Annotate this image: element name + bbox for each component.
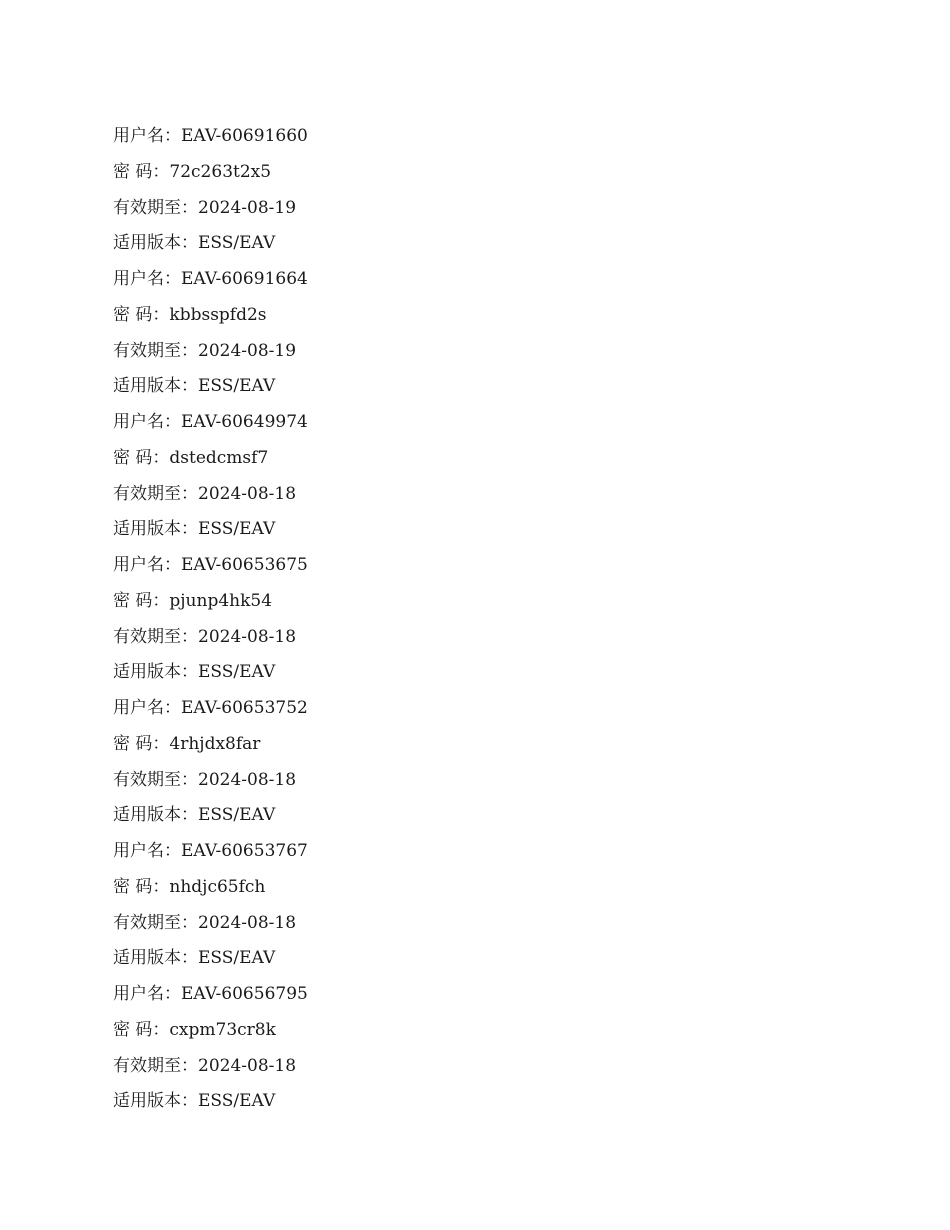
username-line	[113, 977, 833, 1013]
expiry-value: 2024-08-18	[198, 912, 297, 933]
credential-entry	[113, 691, 833, 834]
expiry-line	[113, 763, 833, 799]
expiry-line	[113, 906, 833, 942]
credential-entry	[113, 405, 833, 548]
version-line	[113, 655, 833, 691]
username-value: EAV-60653767	[181, 841, 308, 861]
username-value: EAV-60691664	[181, 269, 308, 289]
version-line	[113, 1084, 833, 1120]
password-label: 密 码：	[113, 161, 170, 182]
expiry-label: 有效期至：	[113, 197, 198, 218]
version-line	[113, 941, 833, 977]
password-value: pjunp4hk54	[169, 590, 273, 611]
username-label: 用户名：	[113, 269, 181, 289]
version-value: ESS/EAV	[198, 519, 276, 540]
version-label: 适用版本：	[113, 376, 198, 397]
username-line	[113, 262, 833, 298]
expiry-value: 2024-08-18	[198, 1055, 297, 1076]
version-label: 适用版本：	[113, 233, 198, 254]
version-label: 适用版本：	[113, 805, 198, 826]
password-label: 密 码：	[113, 1019, 170, 1040]
password-line	[113, 870, 833, 906]
password-line	[113, 155, 833, 191]
expiry-line	[113, 334, 833, 370]
credential-list	[113, 119, 833, 1120]
version-value: ESS/EAV	[198, 805, 276, 826]
version-label: 适用版本：	[113, 662, 198, 683]
expiry-line	[113, 1049, 833, 1085]
password-line	[113, 727, 833, 763]
expiry-value: 2024-08-19	[198, 197, 297, 218]
password-value: dstedcmsf7	[169, 447, 269, 468]
username-value: EAV-60653675	[181, 555, 308, 575]
expiry-label: 有效期至：	[113, 1055, 198, 1076]
username-value: EAV-60691660	[181, 126, 308, 146]
credential-entry	[113, 262, 833, 405]
expiry-label: 有效期至：	[113, 769, 198, 790]
version-value: ESS/EAV	[198, 1091, 276, 1112]
password-value: kbbsspfd2s	[169, 304, 267, 325]
username-label: 用户名：	[113, 984, 181, 1004]
username-label: 用户名：	[113, 412, 181, 432]
username-value: EAV-60656795	[181, 984, 308, 1004]
version-label: 适用版本：	[113, 948, 198, 969]
username-line	[113, 405, 833, 441]
expiry-line	[113, 191, 833, 227]
username-label: 用户名：	[113, 698, 181, 718]
password-label: 密 码：	[113, 590, 170, 611]
expiry-label: 有效期至：	[113, 626, 198, 647]
expiry-label: 有效期至：	[113, 483, 198, 504]
version-value: ESS/EAV	[198, 948, 276, 969]
password-line	[113, 298, 833, 334]
version-line	[113, 226, 833, 262]
version-label: 适用版本：	[113, 1091, 198, 1112]
expiry-label: 有效期至：	[113, 912, 198, 933]
password-label: 密 码：	[113, 733, 170, 754]
username-line	[113, 834, 833, 870]
credential-entry	[113, 977, 833, 1120]
version-line	[113, 512, 833, 548]
password-value: nhdjc65fch	[169, 876, 266, 897]
credential-entry	[113, 119, 833, 262]
username-line	[113, 548, 833, 584]
expiry-value: 2024-08-18	[198, 483, 297, 504]
password-value: 72c263t2x5	[169, 161, 272, 182]
version-label: 适用版本：	[113, 519, 198, 540]
version-value: ESS/EAV	[198, 662, 276, 683]
version-value: ESS/EAV	[198, 376, 276, 397]
password-value: cxpm73cr8k	[169, 1019, 276, 1040]
username-line	[113, 119, 833, 155]
version-line	[113, 798, 833, 834]
password-value: 4rhjdx8far	[169, 733, 261, 754]
username-label: 用户名：	[113, 555, 181, 575]
expiry-line	[113, 477, 833, 513]
username-label: 用户名：	[113, 126, 181, 146]
expiry-value: 2024-08-18	[198, 769, 297, 790]
expiry-label: 有效期至：	[113, 340, 198, 361]
credential-entry	[113, 834, 833, 977]
password-label: 密 码：	[113, 304, 170, 325]
password-label: 密 码：	[113, 876, 170, 897]
password-line	[113, 441, 833, 477]
password-label: 密 码：	[113, 447, 170, 468]
expiry-value: 2024-08-19	[198, 340, 297, 361]
credential-entry	[113, 548, 833, 691]
username-value: EAV-60653752	[181, 698, 308, 718]
version-value: ESS/EAV	[198, 233, 276, 254]
username-label: 用户名：	[113, 841, 181, 861]
version-line	[113, 369, 833, 405]
password-line	[113, 1013, 833, 1049]
username-value: EAV-60649974	[181, 412, 308, 432]
expiry-line	[113, 620, 833, 656]
password-line	[113, 584, 833, 620]
expiry-value: 2024-08-18	[198, 626, 297, 647]
username-line	[113, 691, 833, 727]
